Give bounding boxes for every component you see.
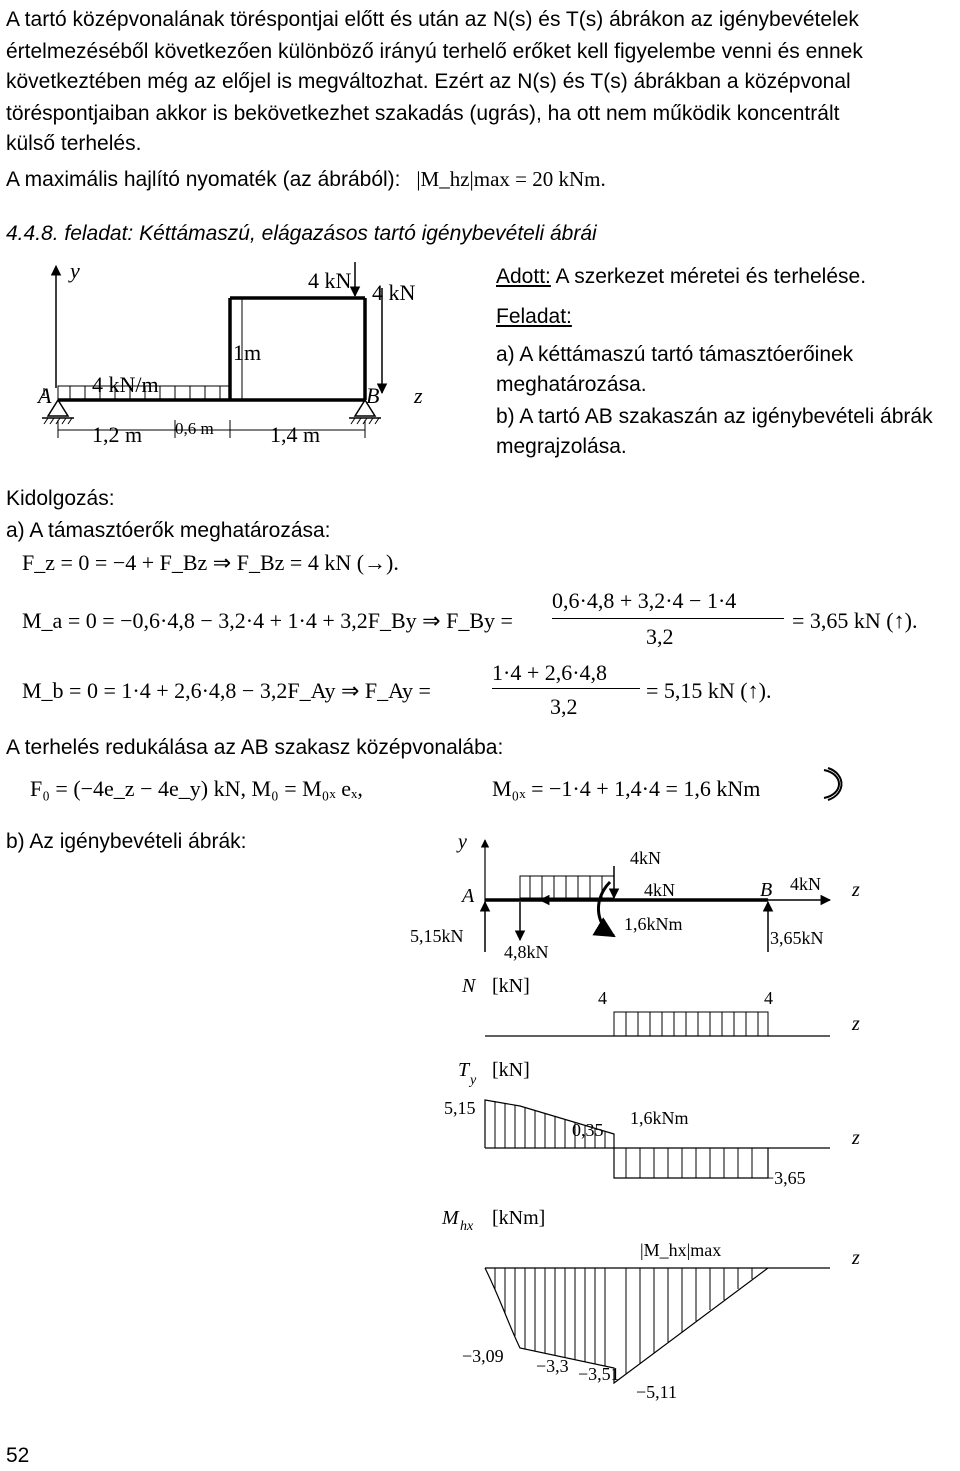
dg-M-3-09: −3,09 (462, 1346, 504, 1366)
fig-dist-load: 4 kN/m (92, 372, 159, 397)
intro-line-5: külső terhelés. (6, 132, 142, 155)
eq-Mb-bar (492, 688, 640, 689)
intro-line-4: töréspontjaiban akkor is bekövetkezhet szakadás (ugrás), ha ott nem működik koncentrált (6, 102, 840, 125)
fig-load-top: 4 kN (308, 268, 352, 293)
dg-z-4: z (852, 1247, 860, 1269)
dg-left-5-15: 5,15kN (410, 926, 464, 946)
page-number: 52 (6, 1444, 30, 1467)
dg-M-3-51: −3,51 (578, 1364, 620, 1384)
reduction-text: A terhelés redukálása az AB szakasz középvonalába: (6, 736, 504, 759)
dg-top-4kN: 4kN (630, 848, 661, 868)
fig-dim-1-2: 1,2 m (92, 422, 143, 447)
eq-Ma-res: = 3,65 kN (↑). (792, 608, 918, 633)
dg-N-val2: 4 (764, 988, 773, 1008)
dg-M-sub: hx (460, 1219, 474, 1234)
dg-M-3-3: −3,3 (536, 1356, 569, 1376)
dg-N-label: N (462, 975, 476, 997)
dg-z-3: z (852, 1127, 860, 1149)
task-item-a: a) A kéttámaszú tartó támasztóerőinek meghatározása. (496, 343, 854, 396)
dg-T-label: T (458, 1059, 470, 1081)
dg-T-5-15: 5,15 (444, 1098, 476, 1118)
given-text: A szerkezet méretei és terhelése. (550, 265, 867, 288)
dg-right-3-65: 3,65kN (770, 928, 824, 948)
task-given (496, 262, 958, 292)
fig-A-label: A (38, 383, 52, 408)
dg-M-max: |M_hx|max (640, 1240, 722, 1260)
dg-T-sub: y (470, 1073, 477, 1088)
eq-Fz: F_z = 0 = −4 + F_Bz ⇒ F_Bz = 4 kN (→). (22, 550, 399, 575)
beam-figure (30, 258, 470, 468)
dg-N-unit: [kN] (492, 975, 530, 997)
fig-load-right: 4 kN (372, 280, 416, 305)
dg-M-5-11: −5,11 (636, 1382, 677, 1402)
intro-line-2: értelmezéséből következően különböző irányú terhelő erőket kell figyelembe venni és ennek (6, 40, 863, 63)
intro-line-3: következtében még az előjel is megváltozhat. Ezért az N(s) és T(s) ábrákban a középvonal (6, 70, 851, 93)
moment-curl-icon (818, 766, 848, 802)
eq-Ma-left: M_a = 0 = −0,6·4,8 − 3,2·4 + 1·4 + 3,2F_By ⇒ F_By = (22, 608, 513, 633)
dg-y: y (458, 831, 467, 853)
dg-A: A (462, 885, 475, 907)
max-moment-line (6, 164, 956, 195)
internal-force-diagrams (400, 828, 900, 1408)
dg-T-0-35: 0,35 (572, 1120, 604, 1140)
eq-Mb-left: M_b = 0 = 1·4 + 2,6·4,8 − 3,2F_Ay ⇒ F_Ay = (22, 678, 431, 703)
dg-dist-4-8: 4,8kN (504, 942, 549, 962)
eq-Ma-num: 0,6·4,8 + 3,2·4 − 1·4 (552, 588, 737, 613)
fig-B-label: B (366, 383, 380, 408)
eq-Mb-num: 1·4 + 2,6·4,8 (492, 660, 608, 685)
solution-part-a: a) A támasztóerők meghatározása: (6, 519, 331, 542)
dg-z-2: z (852, 1013, 860, 1035)
eq-M0x: M₀ₓ = −1·4 + 1,4·4 = 1,6 kNm (492, 776, 761, 801)
feladat-label-row (496, 302, 958, 332)
max-moment-eq: |M_hz|max = 20 kNm. (416, 167, 606, 191)
max-moment-text: A maximális hajlító nyomaték (az ábrából): (6, 168, 401, 191)
eq-Ma-den: 3,2 (646, 624, 674, 649)
fig-dim-1m: 1m (233, 340, 262, 365)
dg-M-label: M (442, 1207, 459, 1229)
dg-M-unit: [kNm] (492, 1207, 546, 1229)
eq-Ma-bar (552, 618, 784, 619)
dg-T-3-65: −3,65 (764, 1168, 806, 1188)
dg-T-unit: [kN] (492, 1059, 530, 1081)
task-title: 4.4.8. feladat: Kéttámaszú, elágazásos tartó igénybevételi ábrái (6, 222, 597, 245)
fig-z-label: z (414, 383, 423, 408)
dg-N-val1: 4 (598, 988, 607, 1008)
dg-z-1: z (852, 879, 860, 901)
dg-mid-4kN: 4kN (644, 880, 675, 900)
dg-right-4kN: 4kN (790, 874, 821, 894)
feladat-label: Feladat: (496, 305, 572, 328)
dg-B: B (760, 879, 773, 901)
fig-y-label: y (70, 258, 80, 283)
eq-Mb-den: 3,2 (550, 694, 578, 719)
dg-moment-1-6: 1,6kNm (624, 914, 683, 934)
eq-F0: F₀ = (−4e_z − 4e_y) kN, M₀ = M₀ₓ eₓ, (30, 776, 363, 801)
fig-dim-0-6: 0,6 m (175, 419, 214, 438)
dg-T-1-6: 1,6kNm (630, 1108, 689, 1128)
solution-part-b: b) Az igénybevételi ábrák: (6, 830, 247, 853)
eq-Mb-res: = 5,15 kN (↑). (646, 678, 772, 703)
intro-line-1: A tartó középvonalának töréspontjai előtt és után az N(s) és T(s) ábrákon az igénybevételek (6, 8, 859, 31)
fig-dim-1-4: 1,4 m (270, 422, 321, 447)
task-item-b: b) A tartó AB szakaszán az igénybevételi ábrák megrajzolása. (496, 405, 933, 458)
given-label: Adott: (496, 265, 551, 288)
solution-heading: Kidolgozás: (6, 487, 115, 510)
